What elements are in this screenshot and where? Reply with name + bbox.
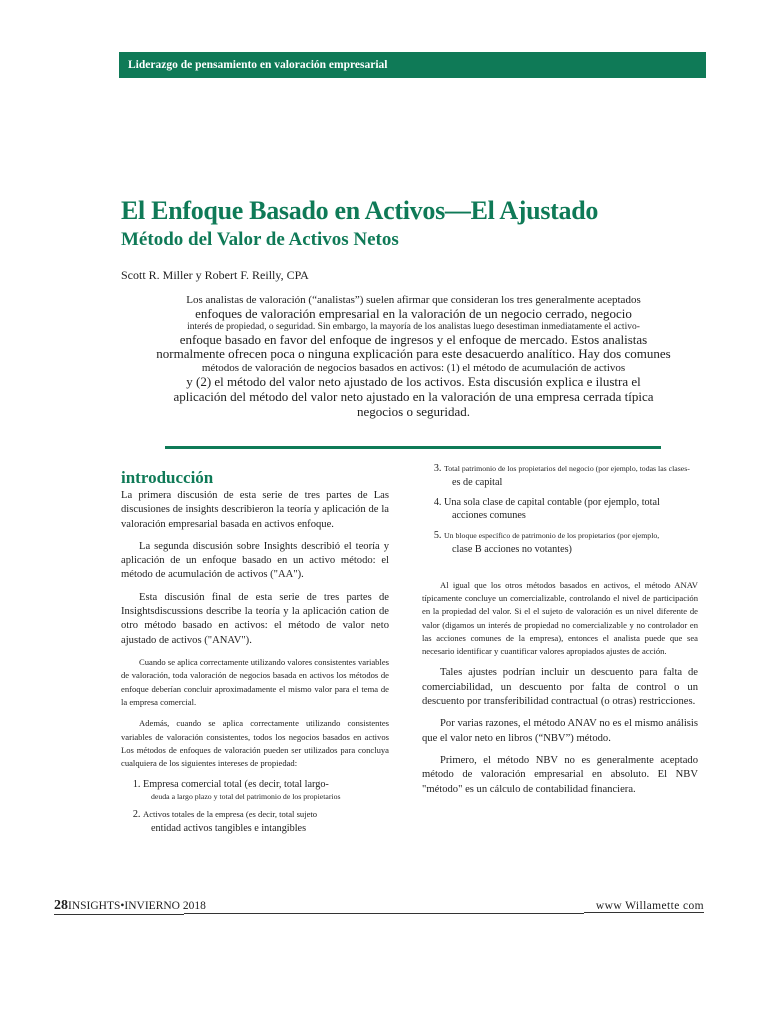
- list-item-continuation: acciones comunes: [452, 510, 526, 522]
- right-column: [422, 462, 698, 805]
- article-authors: Scott R. Miller y Robert F. Reilly, CPA: [121, 268, 309, 282]
- section-banner: Liderazgo de pensamiento en valoración empresarial: [119, 52, 706, 78]
- abstract-line: normalmente ofrecen poca o ninguna explicación para este desacuerdo analítico. Hay dos comunes: [156, 346, 671, 362]
- ownership-list: [121, 778, 389, 835]
- ownership-list-continued: [422, 462, 698, 557]
- paragraph: Además, cuando se aplica correctamente utilizando consistentes variables de valoración consistentes, todos los negocios basados en activos Los métodos de enfoques de valoración pueden ser utilizados para concluya cualquiera de los siguientes intereses de propiedad:: [121, 718, 389, 769]
- list-item: [143, 808, 389, 836]
- paragraph: Por varias razones, el método ANAV no es el mismo análisis que el valor neto en libros (“NBV”) método.: [422, 718, 698, 744]
- abstract-line: métodos de valoración de negocios basados en activos: (1) el método de acumulación de activos: [201, 362, 626, 375]
- paragraph: Cuando se aplica correctamente utilizando valores consistentes variables de valoración, toda valoración de negocios basada en activos los métodos de enfoque deberían concluir aproximadamente el mismo valor para el tema de la empresa comercial.: [121, 656, 389, 707]
- publication-name: INSIGHTS•INVIERNO 2018: [68, 900, 206, 912]
- paragraph: Tales ajustes podrían incluir un descuento para falta de comerciabilidad, un descuento por falta de control o un descuento por transferibilidad contractual (o otras) restricciones.: [422, 667, 698, 708]
- section-heading: introducción: [121, 468, 214, 487]
- page-number: 28: [54, 898, 68, 913]
- abstract-line: enfoques de valoración empresarial en la valoración de un negocio cerrado, negocio: [195, 305, 632, 321]
- list-item-continuation: es de capital: [452, 476, 503, 488]
- left-column: [121, 462, 389, 842]
- list-item: [444, 462, 698, 490]
- list-item-text: Empresa comercial total (es decir, total largo-: [143, 779, 329, 791]
- abstract-line: aplicación del método del valor neto ajustado en la valoración de una empresa cerrada típica: [173, 388, 654, 404]
- list-item-continuation: deuda a largo plazo y total del patrimonio de los propietarios: [151, 792, 341, 802]
- list-item: [444, 529, 698, 557]
- section-divider: [165, 446, 661, 449]
- abstract-line: Los analistas de valoración (“analistas”) suelen afirmar que consideran los tres generalmente aceptados: [186, 294, 641, 306]
- list-item-continuation: clase B acciones no votantes): [452, 543, 572, 555]
- article-title: El Enfoque Basado en Activos—El Ajustado: [121, 196, 599, 225]
- list-item-text: Activos totales de la empresa (es decir, total sujeto: [143, 809, 318, 820]
- paragraph: Primero, el método NBV no es generalmente aceptado método de valoración empresarial en absoluto. El NBV "método" es un cálculo de contabilidad financiera.: [422, 754, 698, 795]
- abstract-line: enfoque basado en favor del enfoque de ingresos y el enfoque de mercado. Estos analistas: [179, 331, 648, 347]
- list-item-continuation: entidad activos tangibles e intangibles: [151, 823, 307, 835]
- footer-publication: [54, 898, 206, 915]
- paragraph: Esta discusión final de esta serie de tres partes de Insightsdiscussions describe la teoría y la aplicación cation de otro método basado en activos: el método de valor neto ajustado de activos ("ANAV").: [121, 591, 389, 646]
- list-item-text: Un bloque específico de patrimonio de los propietarios (por ejemplo,: [444, 531, 660, 541]
- paragraph: Al igual que los otros métodos basados en activos, el método ANAV típicamente concluye un comercializable, controlando el nivel de participación en la propiedad del valor. Si el el sujeto de valoración es un nivel diferente de valor (digamos un interés de propiedad no comercializable y no controlador en las acciones comunes de la empresa), entonces el analista puede que sea necesario identificar y cuantificar valores apropiados ajustes de acción.: [422, 579, 698, 657]
- list-item-text: Una sola clase de capital contable (por ejemplo, total: [444, 496, 660, 508]
- abstract-line: negocios o seguridad.: [356, 403, 470, 419]
- list-item-text: Total patrimonio de los propietarios del negocio (por ejemplo, todas las clases-: [444, 464, 690, 473]
- paragraph: La primera discusión de esta serie de tres partes de Las discusiones de insights describieron la teoría y aplicación de la valoración empresarial basada en activos enfoque.: [121, 490, 389, 530]
- abstract-line: interés de propiedad, o seguridad. Sin embargo, la mayoría de los analistas luego desestiman inmediatamente el activo-: [187, 321, 640, 332]
- list-item: [444, 496, 698, 524]
- list-item: [143, 778, 389, 802]
- abstract: [121, 294, 706, 420]
- footer-divider: [184, 913, 584, 914]
- footer-website[interactable]: www Willamette com: [584, 900, 704, 913]
- article-subtitle: Método del Valor de Activos Netos: [121, 229, 399, 250]
- abstract-line: y (2) el método del valor neto ajustado de los activos. Esta discusión explica e ilustra el: [186, 374, 641, 390]
- paragraph: La segunda discusión sobre Insights describió el teoría y aplicación de un enfoque basado en un activo método: el método de acumulación de activos ("AA").: [121, 540, 389, 581]
